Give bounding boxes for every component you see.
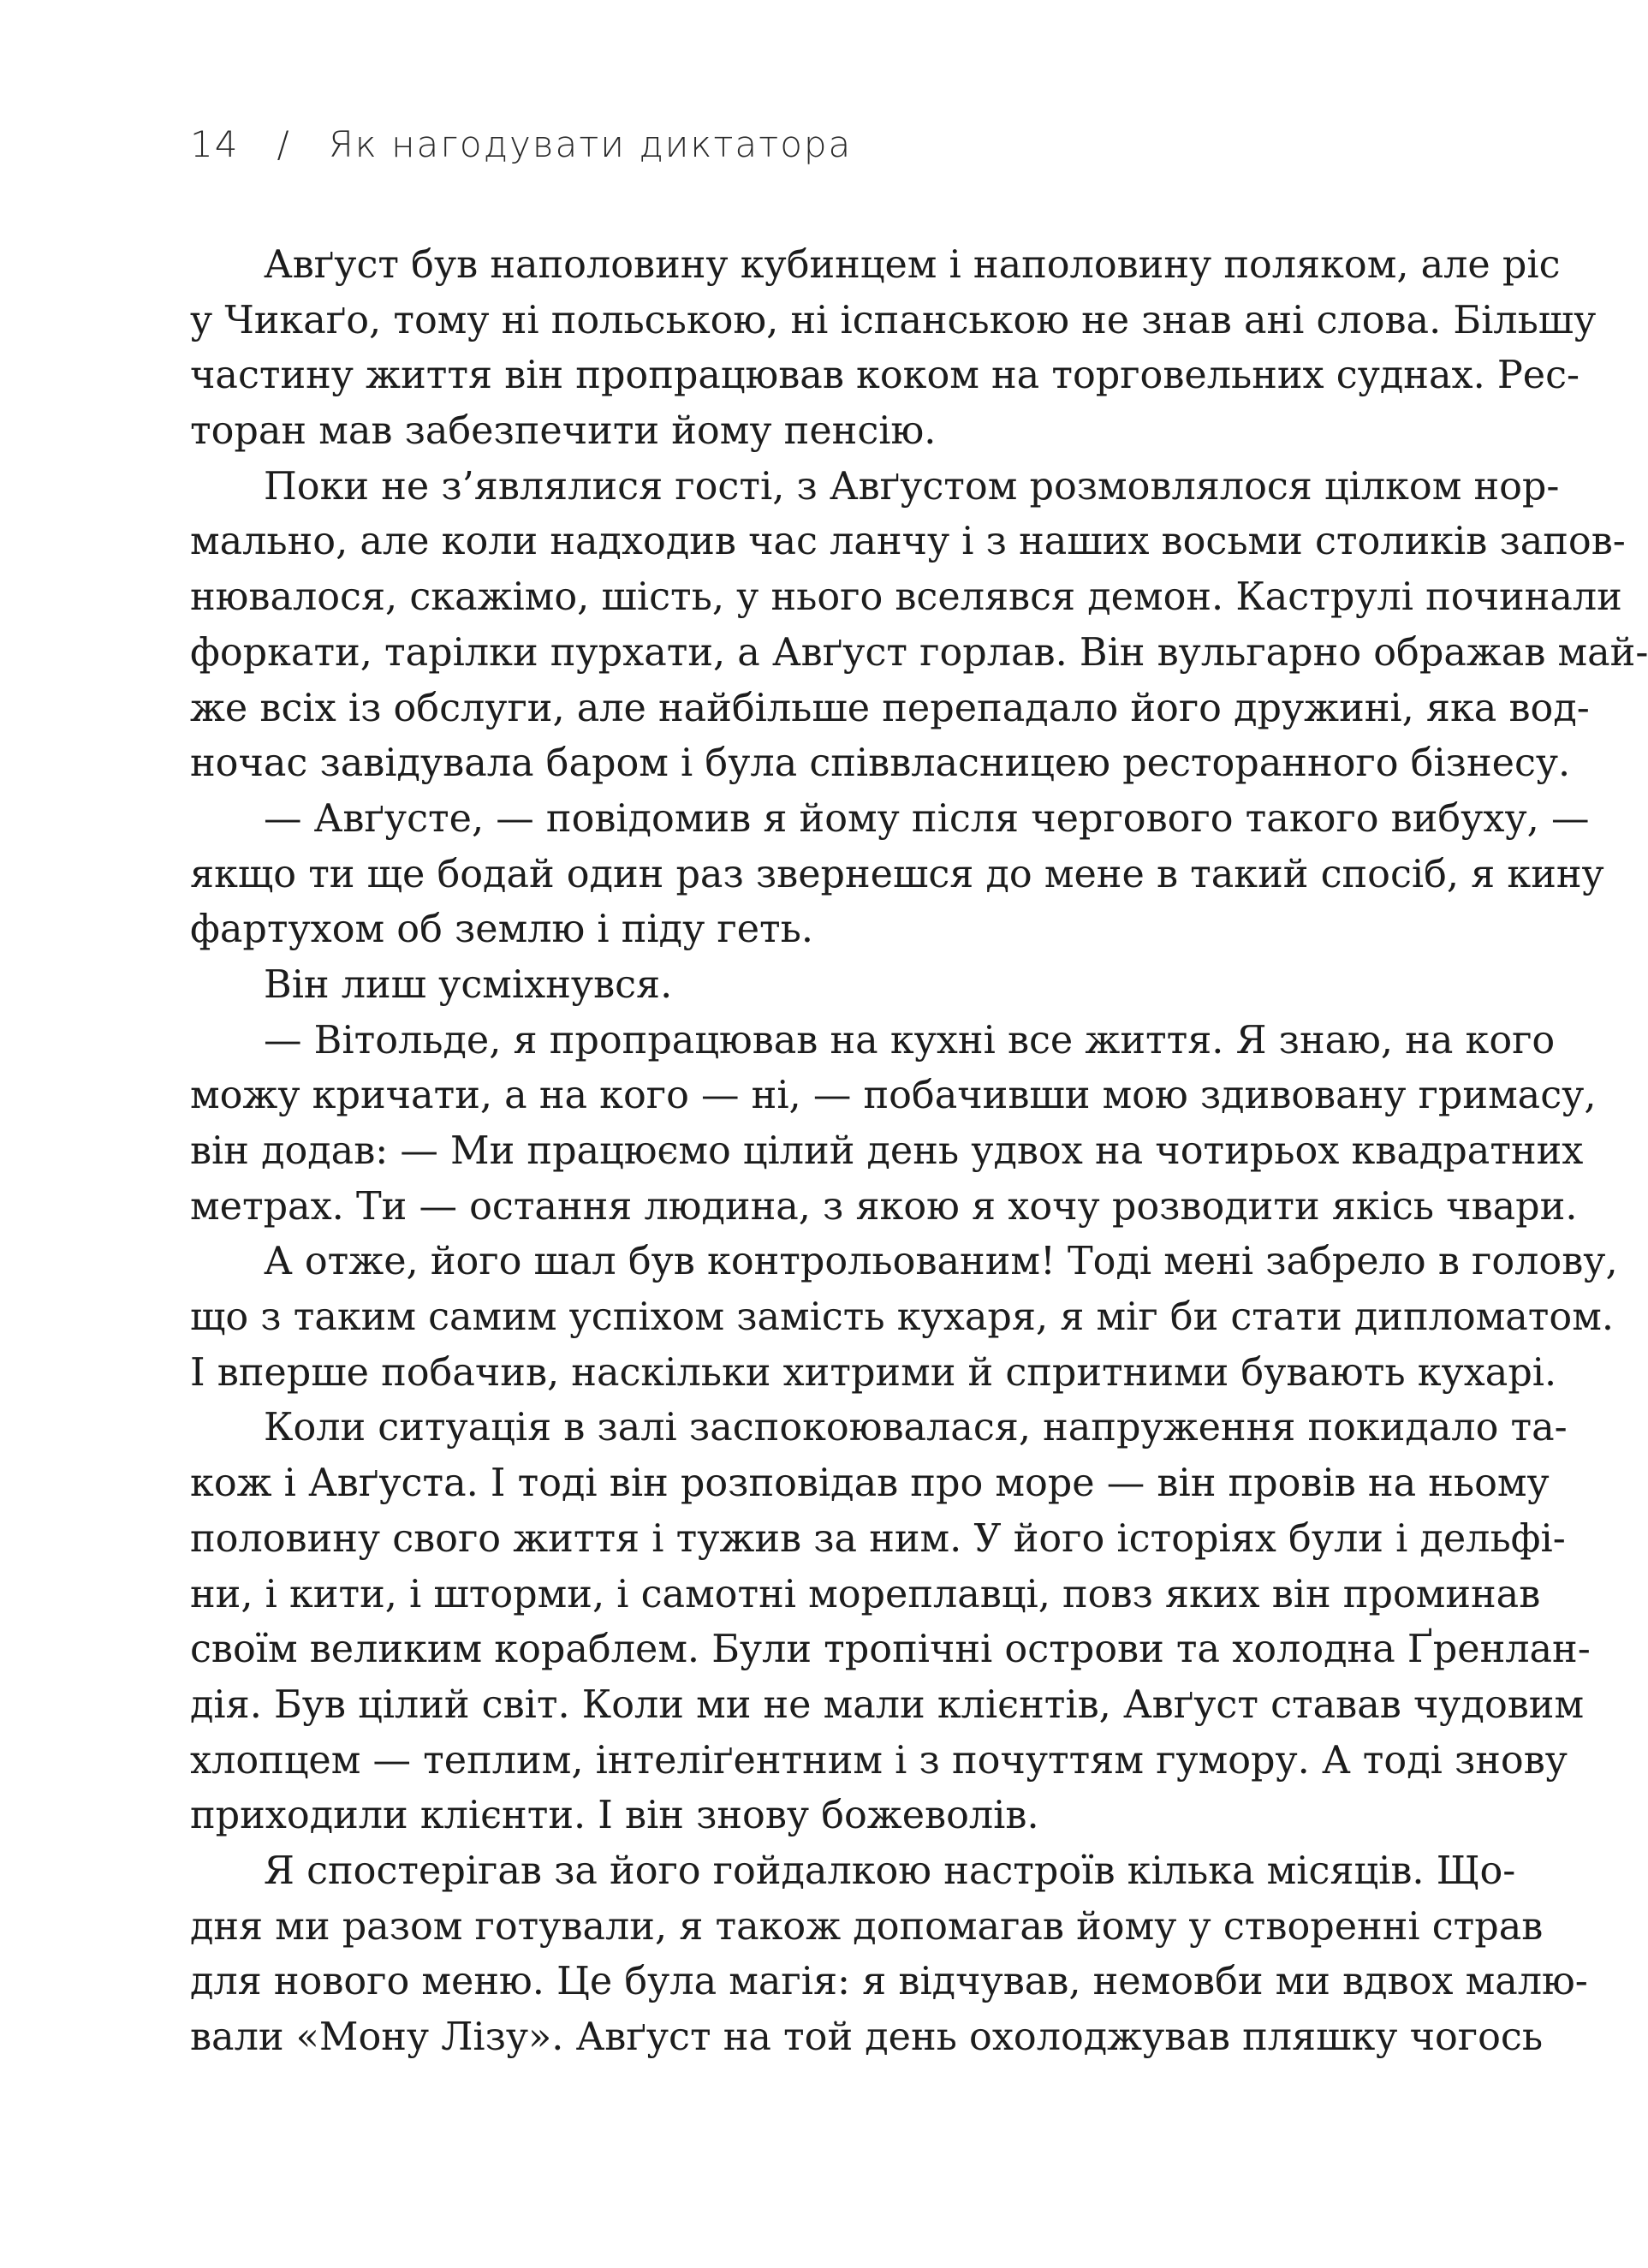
text-line: приходили клієнти. І він знову божеволів. — [190, 1794, 1039, 1838]
text-line: Я спостерігав за його гойдалкою настроїв кілька місяців. Що- — [264, 1848, 1516, 1893]
text-line: форкати, тарілки пурхати, а Авґуст горлав. Він вульгарно ображав май- — [190, 630, 1648, 675]
text-line: кож і Авґуста. І тоді він розповідав про море — він провів на ньому — [190, 1461, 1550, 1506]
text-line: І вперше побачив, наскільки хитрими й спритними бувають кухарі. — [190, 1350, 1557, 1395]
text-line: половину свого життя і тужив за ним. У його історіях були і дельфі- — [190, 1516, 1566, 1561]
text-line: — Авґусте, — повідомив я йому після чергового такого вибуху, — — [264, 796, 1590, 841]
text-line: можу кричати, а на кого — ні, — побачивши мою здивовану гримасу, — [190, 1074, 1597, 1118]
text-line: Авґуст був наполовину кубинцем і наполовину поляком, але ріс — [264, 243, 1561, 287]
text-line: А отже, його шал був контрольованим! Тоді мені забрело в голову, — [264, 1240, 1618, 1284]
text-line: своїм великим кораблем. Були тропічні острови та холодна Ґренлан- — [190, 1628, 1591, 1672]
text-line: торан мав забезпечити йому пенсію. — [190, 409, 937, 454]
text-line: Поки не з’являлися гості, з Авґустом розмовлялося цілком нор- — [264, 464, 1560, 509]
text-line: він додав: — Ми працюємо цілий день удвох на чотирьох квадратних — [190, 1129, 1584, 1173]
text-line: дня ми разом готували, я також допомагав йому у створенні страв — [190, 1904, 1544, 1949]
text-line: же всіх із обслуги, але найбільше перепадало його дружині, яка вод- — [190, 686, 1590, 730]
text-line: частину життя він пропрацював коком на торговельних суднах. Рес- — [190, 354, 1580, 398]
text-line: Коли ситуація в залі заспокоювалася, напруження покидало та- — [264, 1406, 1568, 1450]
body-text — [190, 238, 1648, 2066]
text-line: дія. Був цілий світ. Коли ми не мали клієнтів, Авґуст ставав чудовим — [190, 1682, 1585, 1727]
text-line: у Чикаґо, тому ні польською, ні іспанською не знав ані слова. Більшу — [190, 298, 1597, 342]
text-line: якщо ти ще бодай один раз звернешся до мене в такий спосіб, я кину — [190, 852, 1604, 896]
running-title: Як нагодувати диктатора — [328, 122, 853, 165]
text-line: що з таким самим успіхом замість кухаря, я міг би стати дипломатом. — [190, 1295, 1614, 1340]
text-line: мально, але коли надходив час ланчу і з наших восьми столиків запов- — [190, 520, 1626, 564]
text-line: для нового меню. Це була магія: я відчував, немовби ми вдвох малю- — [190, 1960, 1588, 2004]
text-line: Він лиш усміхнувся. — [264, 962, 673, 1007]
running-header — [190, 118, 852, 170]
text-line: ночас завідувала баром і була співвласницею ресторанного бізнесу. — [190, 741, 1571, 786]
text-line: — Вітольде, я пропрацював на кухні все життя. Я знаю, на кого — [264, 1018, 1556, 1063]
header-separator: / — [277, 122, 291, 165]
text-line: фартухом об землю і піду геть. — [190, 908, 814, 952]
text-line: хлопцем — теплим, інтеліґентним і з почуттям гумору. А тоді знову — [190, 1738, 1568, 1783]
page-number: 14 — [190, 122, 240, 165]
text-line: нювалося, скажімо, шість, у нього вселявся демон. Каструлі починали — [190, 575, 1622, 620]
text-line: вали «Мону Лізу». Авґуст на той день охолоджував пляшку чогось — [190, 2015, 1544, 2059]
text-line: метрах. Ти — остання людина, з якою я хочу розводити якісь чвари. — [190, 1184, 1578, 1229]
text-line: ни, і кити, і шторми, і самотні мореплавці, повз яких він проминав — [190, 1572, 1541, 1616]
